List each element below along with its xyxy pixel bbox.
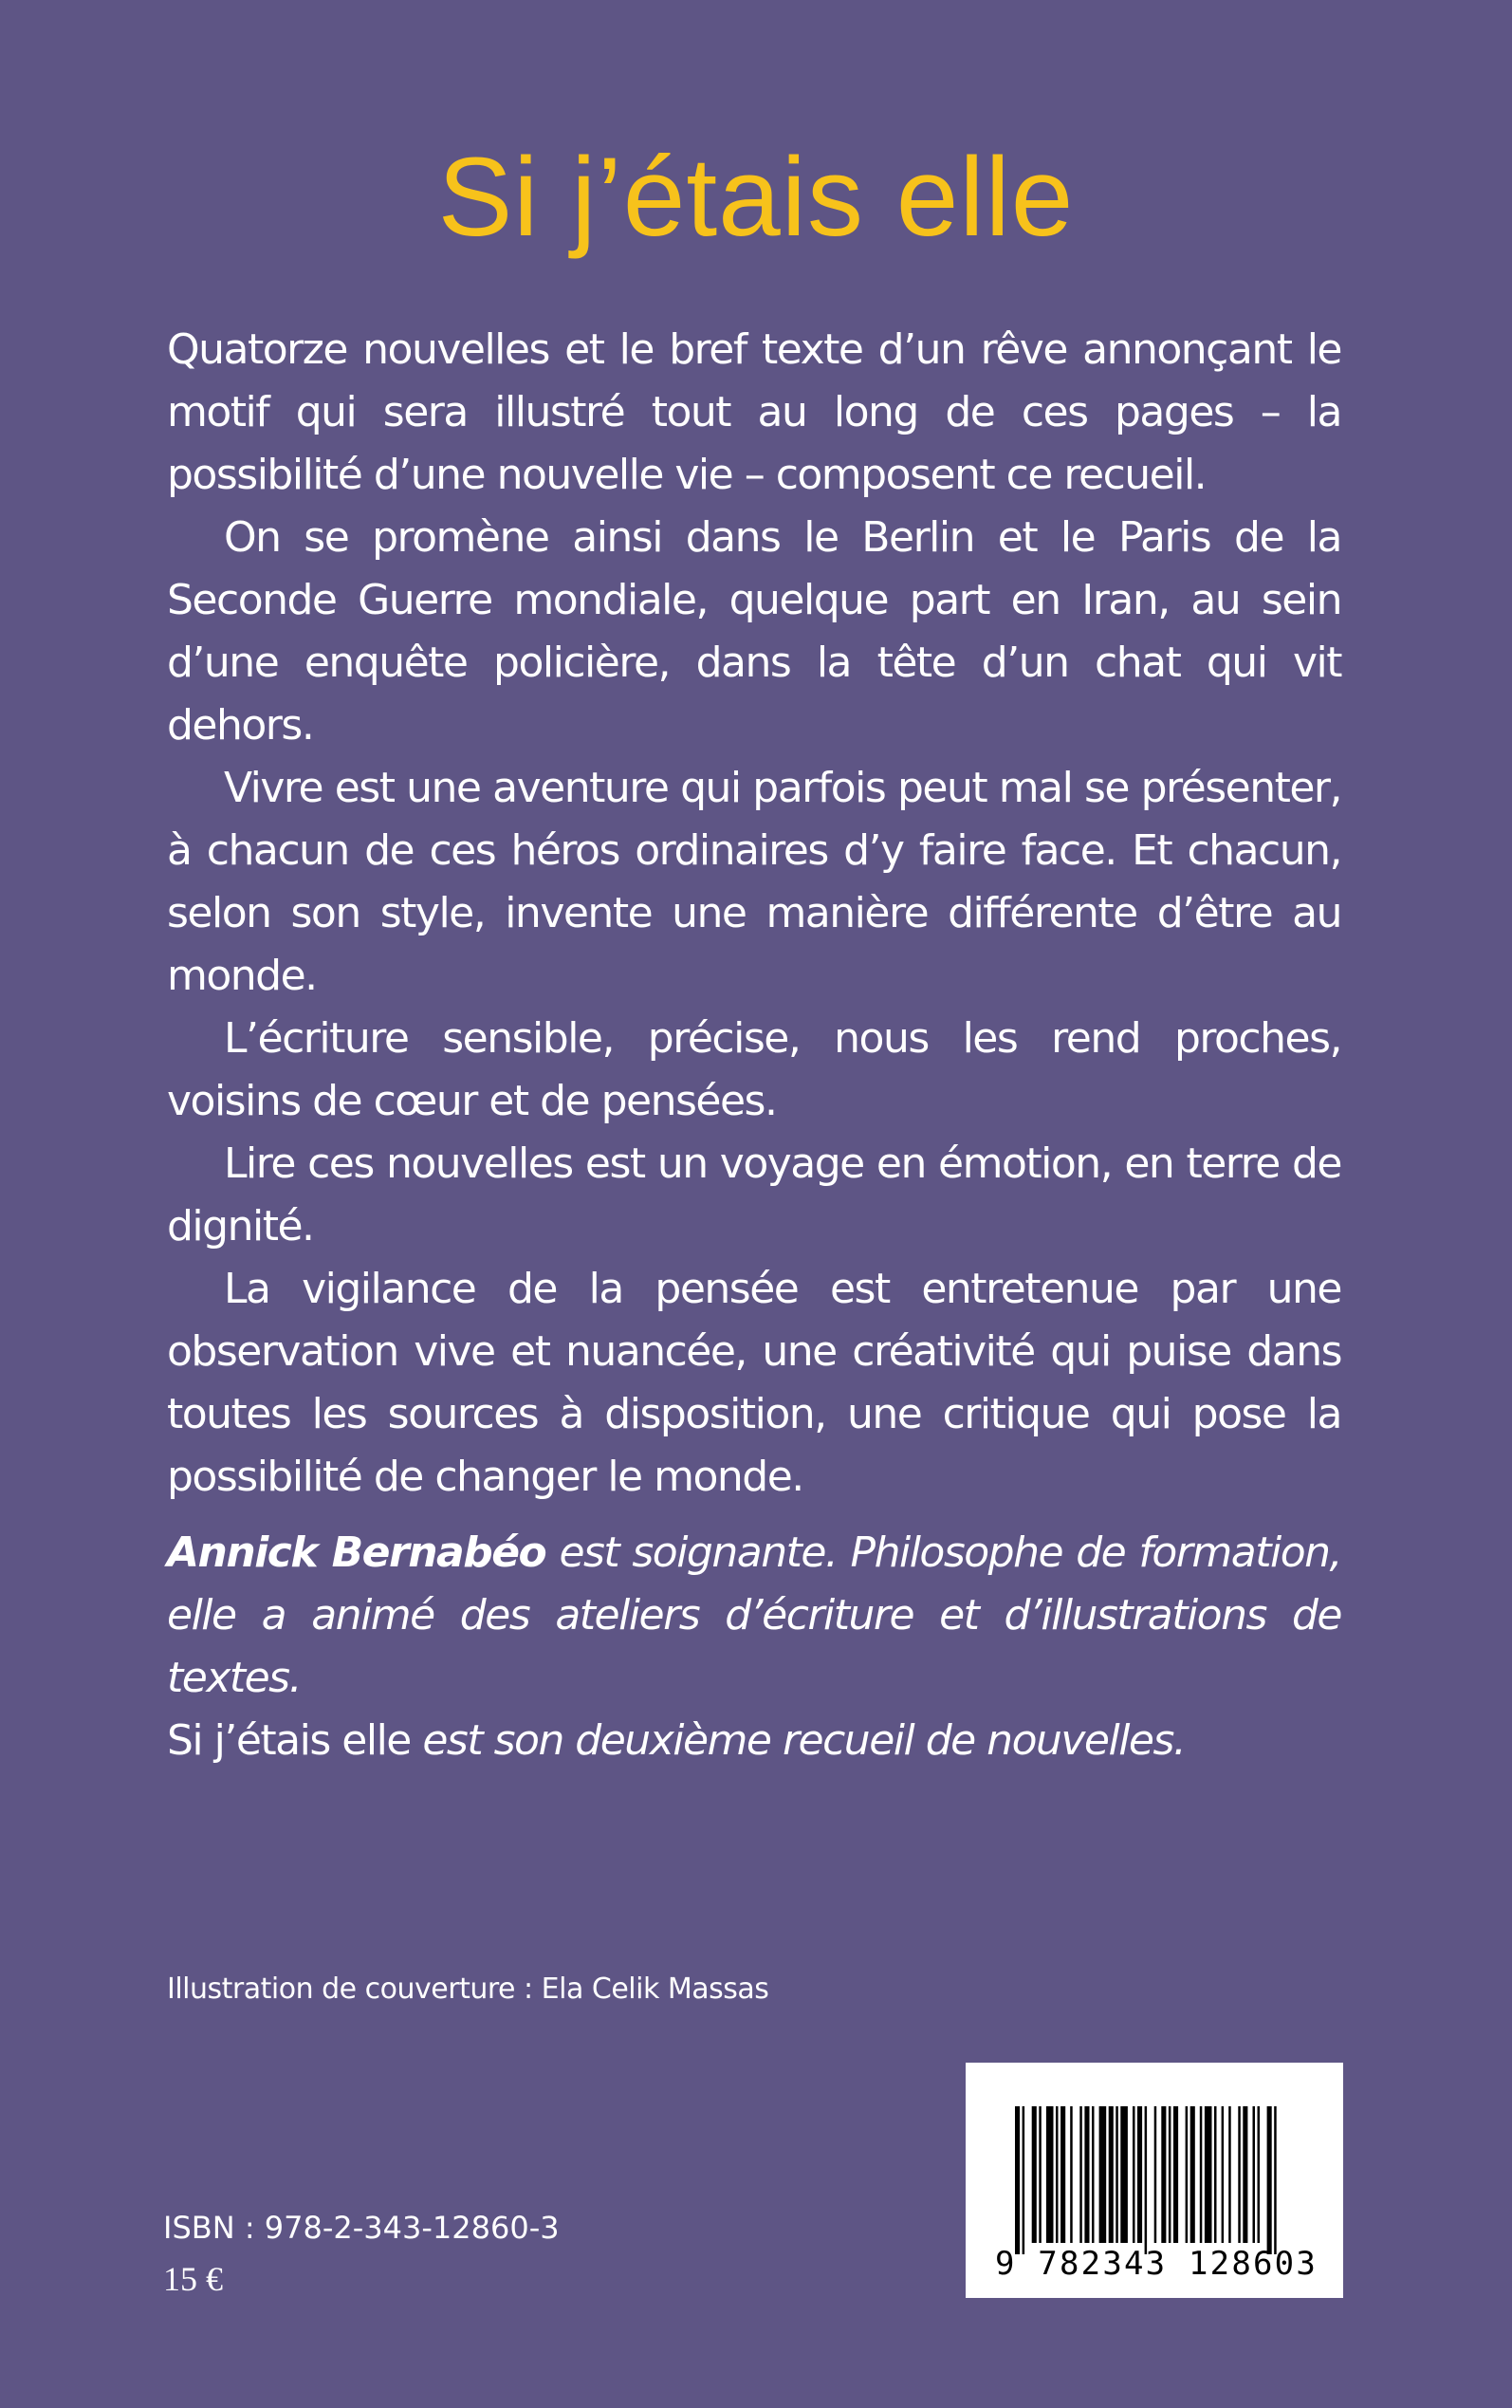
isbn: ISBN : 978-2-343-12860-3 (163, 2210, 560, 2246)
barcode-bar (1015, 2106, 1020, 2254)
barcode-bar (1267, 2106, 1272, 2254)
blurb-paragraph: Lire ces nouvelles est un voyage en émotion, en terre de dignité. (167, 1139, 1341, 1250)
blurb-paragraph: On se promène ainsi dans le Berlin et le Paris de la Seconde Guerre mondiale, quelque part en Iran, au sein d’une enquête policière, dans la tête d’un chat qui vit dehors. (167, 513, 1341, 750)
barcode-bar (1032, 2106, 1037, 2243)
barcode-bar (1145, 2106, 1148, 2254)
barcode-bar (1190, 2106, 1195, 2243)
barcode-bar (1056, 2106, 1059, 2243)
author-name: Annick Bernabéo (167, 1528, 546, 1577)
barcode-bar (1092, 2106, 1095, 2243)
barcode-bar (1154, 2106, 1157, 2243)
blurb-paragraph: Vivre est une aventure qui parfois peut mal se présenter, à chacun de ces héros ordinaires d’y faire face. Et chacun, selon son style, invente une manière différente d’être au monde. (167, 764, 1341, 1000)
blurb-paragraph: Quatorze nouvelles et le bref texte d’un rêve annonçant le motif qui sera illustré tout au long de ces pages – la possibilité d’une nouvelle vie – composent ce recueil. (167, 325, 1341, 499)
barcode-bar (1169, 2106, 1171, 2243)
barcode-bar (1173, 2106, 1178, 2243)
barcode-bar (1161, 2106, 1166, 2243)
barcode-bar (1079, 2106, 1082, 2243)
barcode-bar (1205, 2106, 1212, 2243)
barcode (966, 2063, 1343, 2298)
barcode-bar (1214, 2106, 1217, 2243)
barcode-bar (1200, 2106, 1203, 2243)
price: 15 € (163, 2260, 223, 2298)
blurb (167, 319, 1341, 1509)
barcode-bar (1060, 2106, 1065, 2243)
barcode-bar (1099, 2106, 1107, 2243)
barcode-bar (1120, 2106, 1128, 2243)
barcode-bar (1274, 2106, 1277, 2254)
barcode-bar (1258, 2106, 1261, 2243)
barcode-bar (1238, 2106, 1241, 2243)
barcode-bar (1243, 2106, 1247, 2243)
barcode-number: 9 782343 128603 (994, 2245, 1318, 2283)
author-book-title: Si j’étais elle (167, 1716, 411, 1765)
barcode-bar (1228, 2106, 1231, 2243)
barcode-bar (1253, 2106, 1256, 2243)
barcode-bar (1109, 2106, 1114, 2243)
author-bio (167, 1522, 1341, 1772)
blurb-paragraph: L’écriture sensible, précise, nous les rend proches, voisins de cœur et de pensées. (167, 1014, 1341, 1125)
author-bio-text: est soignante. Philosophe de formation, elle a animé des ateliers d’écriture et d’illustrations de textes. (167, 1528, 1341, 1702)
barcode-bar (1133, 2106, 1135, 2243)
blurb-paragraph: La vigilance de la pensée est entretenue par une observation vive et nuancée, une créativité qui puise dans toutes les sources à disposition, une critique qui pose la possibilité de changer le monde. (167, 1265, 1341, 1501)
barcode-bar (1084, 2106, 1089, 2243)
book-title: Si j’étais elle (437, 135, 1075, 260)
barcode-bar (1222, 2106, 1225, 2243)
barcode-bar (1186, 2106, 1189, 2243)
barcode-bar (1070, 2106, 1073, 2243)
barcode-bar (1116, 2106, 1118, 2243)
barcode-bar (1039, 2106, 1042, 2243)
barcode-bar (1137, 2106, 1142, 2243)
barcode-bar (1023, 2106, 1025, 2254)
author-bio-text-2: est son deuxième recueil de nouvelles. (410, 1716, 1186, 1765)
barcode-bar (1046, 2106, 1054, 2243)
cover-credit: Illustration de couverture : Ela Celik Massas (167, 1973, 769, 2006)
